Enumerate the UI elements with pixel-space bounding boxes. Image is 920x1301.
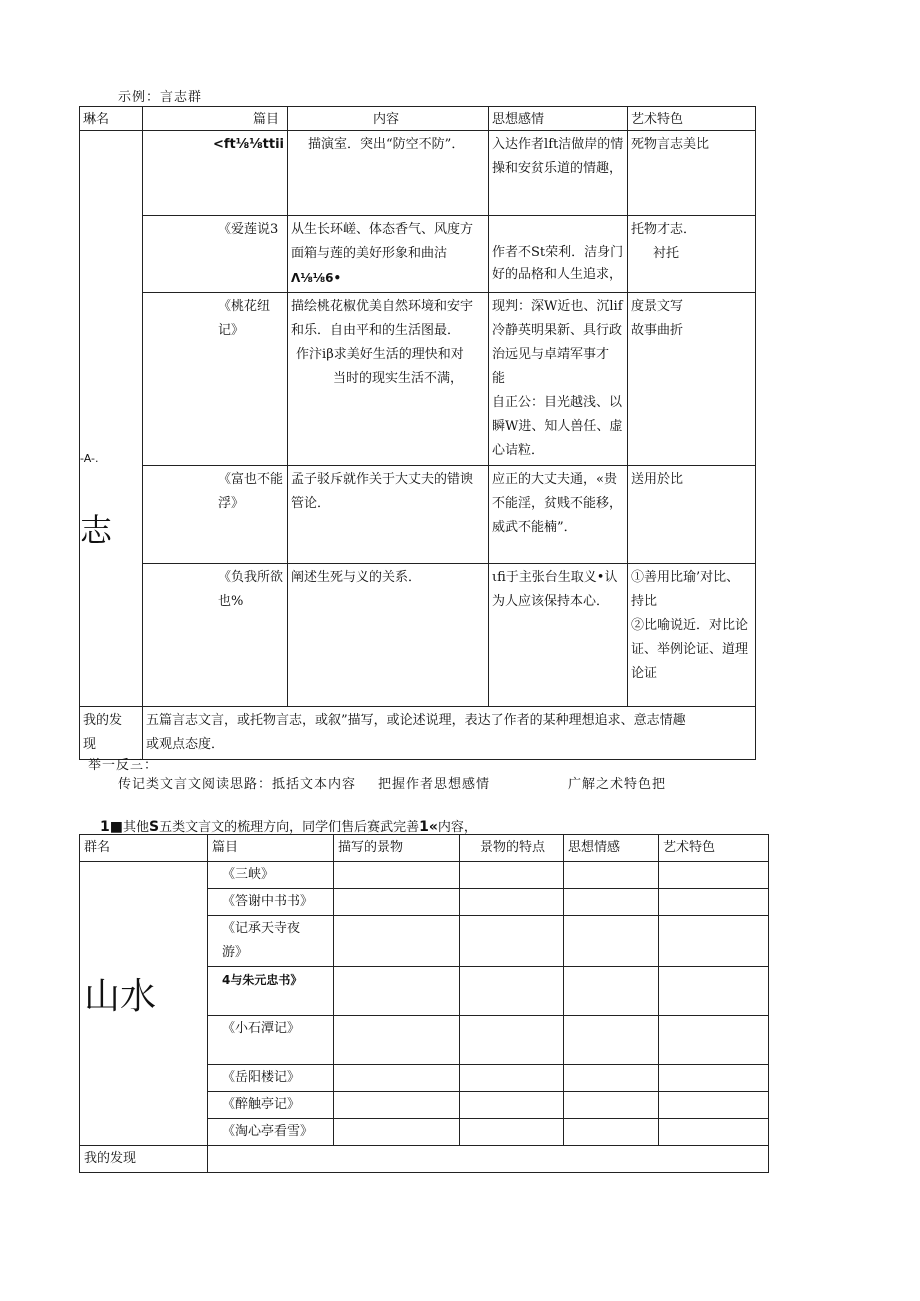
group-big-label: 志	[80, 511, 113, 549]
art-cell: 死物言志美比	[628, 131, 756, 216]
finding-label: 我的发 现	[80, 707, 143, 760]
inference-line-b: 把握作者思想感情	[378, 777, 491, 792]
task-instruction: 1■其他S五类文言文的梳理方向，同学们售后赛武完善1«内容，	[100, 819, 477, 835]
art-cell: 送用於比	[628, 466, 756, 564]
table-row	[80, 466, 756, 564]
content-cell: 从生长环嵯、体态香气、风度方 面箱与莲的美好形象和曲沽 Λ⅛⅛6•	[288, 216, 489, 293]
inference-line-c: 广解之术特色把	[568, 777, 667, 792]
empty-cell[interactable]	[334, 1016, 460, 1065]
empty-cell[interactable]	[659, 1119, 769, 1146]
finding-label: 我的发现	[80, 1146, 208, 1173]
content-cell: 描绘桃花椒优美自然环境和安宇 和乐．自由平和的生活图最． 作汴iβ求美好生活的理快和对 当时的现实生活不满，	[288, 293, 489, 466]
table-row	[80, 564, 756, 707]
header-scene: 描写的景物	[334, 835, 460, 862]
empty-cell[interactable]	[564, 1092, 659, 1119]
art-cell: ①善用比瑜’对比、 持比 ②比喻说近．对比论 证、举例论证、道理 论证	[628, 564, 756, 707]
empty-cell[interactable]	[659, 967, 769, 1016]
empty-cell[interactable]	[460, 1016, 564, 1065]
empty-cell[interactable]	[460, 889, 564, 916]
content-cell: 阐述生死与义的关系．	[288, 564, 489, 707]
example-label: 示例：言志群	[118, 90, 203, 105]
empty-cell[interactable]	[659, 1092, 769, 1119]
title-cell: 《答谢中书书》	[208, 889, 334, 916]
title-cell: 《岳阳楼记》	[208, 1065, 334, 1092]
header-title: 篇目	[143, 107, 288, 131]
empty-cell[interactable]	[659, 916, 769, 967]
empty-cell[interactable]	[334, 916, 460, 967]
title-cell: 《淘心亭看雪》	[208, 1119, 334, 1146]
empty-cell[interactable]	[334, 889, 460, 916]
feeling-cell: 应正的大丈夫通，«贵 不能淫，贫贱不能移， 威武不能楠”．	[489, 466, 628, 564]
shanshui-group-table	[79, 834, 769, 1173]
title-cell: 《负我所欲也%	[143, 564, 288, 707]
empty-cell[interactable]	[564, 967, 659, 1016]
empty-cell[interactable]	[659, 862, 769, 889]
title-cell: 《富也不能浮》	[143, 466, 288, 564]
empty-cell[interactable]	[564, 1016, 659, 1065]
empty-cell[interactable]	[659, 1016, 769, 1065]
content-cell: 描演室．突出“防空不防”．	[288, 131, 489, 216]
feeling-cell: 作者不St荣利．洁身门 好的品格和人生追求，	[489, 216, 628, 293]
group-big-label: 山水	[84, 976, 157, 1017]
empty-cell[interactable]	[564, 916, 659, 967]
finding-row	[80, 1146, 769, 1173]
empty-cell[interactable]	[460, 862, 564, 889]
table-header-row	[80, 107, 756, 131]
title-cell: 《醉触亭记》	[208, 1092, 334, 1119]
group-mark: -A-.	[80, 452, 99, 465]
empty-cell[interactable]	[659, 1065, 769, 1092]
empty-cell[interactable]	[460, 1119, 564, 1146]
empty-cell[interactable]	[334, 1065, 460, 1092]
title-cell: 《记承天寺夜游》	[208, 916, 334, 967]
art-cell: 度景文写 故事曲折	[628, 293, 756, 466]
title-cell: 《桃花纽记》	[143, 293, 288, 466]
empty-cell[interactable]	[564, 862, 659, 889]
empty-cell[interactable]	[564, 1065, 659, 1092]
table-row	[80, 216, 756, 293]
header-content: 内容	[288, 107, 489, 131]
empty-cell[interactable]	[334, 862, 460, 889]
header-feeling: 思想情感	[564, 835, 659, 862]
empty-cell[interactable]	[564, 1119, 659, 1146]
empty-cell[interactable]	[334, 1092, 460, 1119]
header-art: 艺术特色	[659, 835, 769, 862]
header-feeling: 思想感情	[489, 107, 628, 131]
empty-cell[interactable]	[564, 889, 659, 916]
art-cell: 托物才志． 衬托	[628, 216, 756, 293]
empty-cell[interactable]	[334, 967, 460, 1016]
feeling-cell: 入达作者lft洁做岸的情 操和安贫乐道的情趣，	[489, 131, 628, 216]
empty-cell[interactable]	[460, 916, 564, 967]
header-group: 群名	[80, 835, 208, 862]
finding-row	[80, 707, 756, 760]
table-row	[80, 862, 769, 889]
finding-text: 五篇言志文言，或托物言志，或叙”描写，或论述说理，表达了作者的某种理想追求、意志情趣 或观点态度．	[143, 707, 756, 760]
finding-input[interactable]	[208, 1146, 769, 1173]
empty-cell[interactable]	[460, 1065, 564, 1092]
group-cell	[80, 131, 143, 707]
title-cell: 4与朱元忠书》	[208, 967, 334, 1016]
header-art: 艺术特色	[628, 107, 756, 131]
table-row	[80, 131, 756, 216]
empty-cell[interactable]	[460, 1092, 564, 1119]
empty-cell[interactable]	[334, 1119, 460, 1146]
table-header-row	[80, 835, 769, 862]
content-cell: 孟子驳斥就作关于大丈夫的错谀 管论．	[288, 466, 489, 564]
feeling-cell: 现判：深W近也、沉lif 冷静英明果新、具行政 治远见与卓靖军事才 能 自正公：目光越浅、以 瞬W进、知人兽任、虚 心诘粒．	[489, 293, 628, 466]
header-group: 琳名	[80, 107, 143, 131]
header-title: 篇目	[208, 835, 334, 862]
title-cell: 《小石潭记》	[208, 1016, 334, 1065]
empty-cell[interactable]	[460, 967, 564, 1016]
inference-title: 举一反三：	[88, 758, 159, 773]
inference-line-a: 传记类文言文阅读思路：抵括文本内容	[118, 777, 357, 792]
title-cell: <ft⅛⅛ttii	[143, 131, 288, 216]
header-scene-feature: 景物的特点	[460, 835, 564, 862]
feeling-cell: ιfi于主张台生取义•认 为人应该保持本心．	[489, 564, 628, 707]
zhi-group-table	[79, 106, 756, 760]
table-row	[80, 293, 756, 466]
title-cell: 《爱莲说3	[143, 216, 288, 293]
empty-cell[interactable]	[659, 889, 769, 916]
title-cell: 《三峡》	[208, 862, 334, 889]
